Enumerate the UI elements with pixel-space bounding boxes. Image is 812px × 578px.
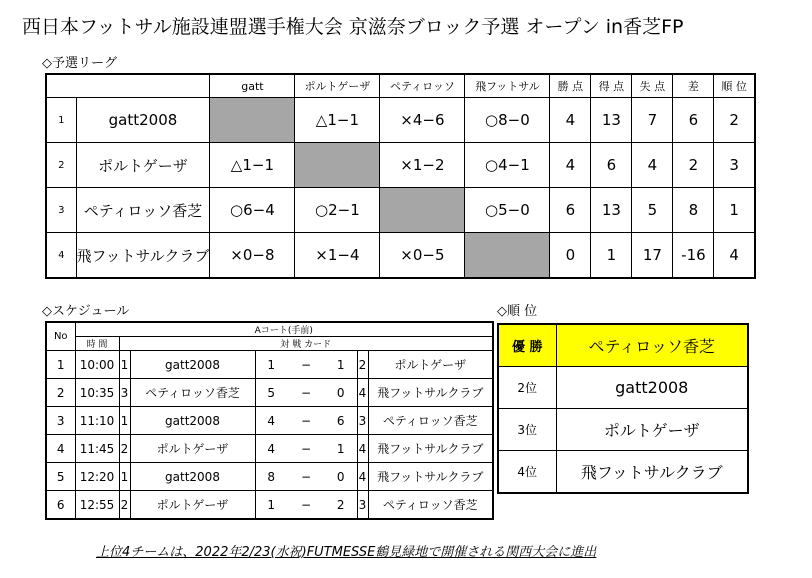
- league-goals-against: 4: [632, 143, 673, 188]
- schedule-away-no: 4: [357, 463, 368, 491]
- schedule-away-score: 0: [325, 463, 357, 491]
- schedule-away-score: 1: [325, 351, 357, 379]
- schedule-away-score: 2: [325, 491, 357, 520]
- ranking-table: [497, 323, 749, 494]
- schedule-time: 10:00: [75, 351, 119, 379]
- schedule-away-no: 4: [357, 379, 368, 407]
- league-result: ○8−0: [465, 98, 550, 143]
- schedule-away-no: 2: [357, 351, 368, 379]
- schedule-dash: −: [287, 463, 325, 491]
- ranking-team: ペティロッソ香芝: [556, 324, 748, 367]
- league-goals-for: 6: [591, 143, 632, 188]
- schedule-home-no: 2: [119, 491, 130, 520]
- league-goals-for: 1: [591, 233, 632, 279]
- league-header-cell: 勝 点: [550, 74, 591, 98]
- ranking-team: 飛フットサルクラブ: [556, 451, 748, 494]
- league-rank: 1: [714, 188, 755, 233]
- schedule-card-header: 対 戦 カード: [119, 337, 493, 351]
- league-header-cell: 失 点: [632, 74, 673, 98]
- ranking-team: ポルトゲーザ: [556, 409, 748, 451]
- league-self-cell: [210, 98, 295, 143]
- league-team: ポルトゲーザ: [76, 143, 210, 188]
- schedule-home-no: 2: [119, 435, 130, 463]
- league-result: ○5−0: [465, 188, 550, 233]
- league-goal-diff: 2: [673, 143, 714, 188]
- schedule-away-team: ポルトゲーザ: [368, 351, 493, 379]
- schedule-table: [45, 321, 494, 520]
- league-goals-against: 17: [632, 233, 673, 279]
- league-points: 0: [550, 233, 591, 279]
- schedule-no: 2: [46, 379, 75, 407]
- schedule-away-score: 1: [325, 435, 357, 463]
- schedule-home-team: gatt2008: [130, 463, 255, 491]
- league-result: △1−1: [210, 143, 295, 188]
- league-rank: 4: [714, 233, 755, 279]
- ranking-row: [498, 451, 748, 494]
- league-self-cell: [380, 188, 465, 233]
- league-self-cell: [295, 143, 380, 188]
- schedule-home-score: 5: [255, 379, 287, 407]
- league-row-no: 4: [46, 233, 76, 279]
- ranking-label: 4位: [498, 451, 556, 494]
- league-table: [45, 73, 756, 279]
- ranking-row-winner: [498, 324, 748, 367]
- league-header-cell: 得 点: [591, 74, 632, 98]
- league-result: ○2−1: [295, 188, 380, 233]
- league-header-blank: [46, 74, 210, 98]
- schedule-no-header: No: [46, 322, 75, 351]
- schedule-away-no: 4: [357, 435, 368, 463]
- league-points: 4: [550, 143, 591, 188]
- league-result: ×0−5: [380, 233, 465, 279]
- league-header-cell: ペティロッソ: [380, 74, 465, 98]
- league-points: 6: [550, 188, 591, 233]
- schedule-home-no: 3: [119, 379, 130, 407]
- page-title: 西日本フットサル施設連盟選手権大会 京滋奈ブロック予選 オープン in香芝FP: [22, 16, 684, 38]
- schedule-home-no: 1: [119, 407, 130, 435]
- schedule-row: [46, 435, 493, 463]
- schedule-time: 12:55: [75, 491, 119, 520]
- schedule-home-score: 4: [255, 407, 287, 435]
- schedule-section-label: ◇スケジュール: [42, 304, 130, 319]
- league-header-cell: ポルトゲーザ: [295, 74, 380, 98]
- schedule-no: 5: [46, 463, 75, 491]
- schedule-home-team: gatt2008: [130, 351, 255, 379]
- ranking-team: gatt2008: [556, 367, 748, 409]
- league-row-no: 3: [46, 188, 76, 233]
- schedule-no: 3: [46, 407, 75, 435]
- schedule-away-score: 0: [325, 379, 357, 407]
- schedule-row: [46, 463, 493, 491]
- schedule-home-team: ペティロッソ香芝: [130, 379, 255, 407]
- schedule-time: 11:45: [75, 435, 119, 463]
- schedule-row: [46, 491, 493, 520]
- schedule-away-team: 飛フットサルクラブ: [368, 435, 493, 463]
- schedule-time: 12:20: [75, 463, 119, 491]
- schedule-away-score: 6: [325, 407, 357, 435]
- league-row-no: 1: [46, 98, 76, 143]
- league-goal-diff: 8: [673, 188, 714, 233]
- league-result: △1−1: [295, 98, 380, 143]
- league-row: [46, 143, 755, 188]
- league-result: ○6−4: [210, 188, 295, 233]
- league-team: ペティロッソ香芝: [76, 188, 210, 233]
- schedule-home-score: 1: [255, 491, 287, 520]
- league-result: ×4−6: [380, 98, 465, 143]
- schedule-home-team: ポルトゲーザ: [130, 491, 255, 520]
- schedule-home-team: ポルトゲーザ: [130, 435, 255, 463]
- schedule-no: 1: [46, 351, 75, 379]
- schedule-dash: −: [287, 435, 325, 463]
- schedule-away-no: 3: [357, 407, 368, 435]
- league-points: 4: [550, 98, 591, 143]
- league-row: [46, 233, 755, 279]
- schedule-no: 4: [46, 435, 75, 463]
- schedule-home-score: 4: [255, 435, 287, 463]
- schedule-away-team: 飛フットサルクラブ: [368, 379, 493, 407]
- league-self-cell: [465, 233, 550, 279]
- schedule-row: [46, 407, 493, 435]
- ranking-row: [498, 367, 748, 409]
- league-header-cell: gatt: [210, 74, 295, 98]
- schedule-dash: −: [287, 407, 325, 435]
- schedule-no: 6: [46, 491, 75, 520]
- league-result: ×1−2: [380, 143, 465, 188]
- league-rank: 3: [714, 143, 755, 188]
- ranking-label: 2位: [498, 367, 556, 409]
- league-result: ×1−4: [295, 233, 380, 279]
- schedule-home-no: 1: [119, 463, 130, 491]
- ranking-section-label: ◇順 位: [497, 304, 538, 319]
- schedule-home-score: 8: [255, 463, 287, 491]
- schedule-away-team: ペティロッソ香芝: [368, 407, 493, 435]
- league-goals-for: 13: [591, 188, 632, 233]
- league-section-label: ◇予選リーグ: [42, 56, 117, 71]
- league-header-cell: 差: [673, 74, 714, 98]
- schedule-home-team: gatt2008: [130, 407, 255, 435]
- league-team: 飛フットサルクラブ: [76, 233, 210, 279]
- schedule-row: [46, 351, 493, 379]
- league-header-cell: 飛フットサル: [465, 74, 550, 98]
- schedule-home-no: 1: [119, 351, 130, 379]
- schedule-away-team: 飛フットサルクラブ: [368, 463, 493, 491]
- ranking-row: [498, 409, 748, 451]
- schedule-header-row: [46, 322, 493, 337]
- schedule-dash: −: [287, 491, 325, 520]
- league-goals-for: 13: [591, 98, 632, 143]
- league-goals-against: 5: [632, 188, 673, 233]
- ranking-label: 3位: [498, 409, 556, 451]
- schedule-dash: −: [287, 379, 325, 407]
- schedule-away-team: ペティロッソ香芝: [368, 491, 493, 520]
- league-goals-against: 7: [632, 98, 673, 143]
- footer-note: 上位4チームは、2022年2/23(水祝)FUTMESSE鶴見緑地で開催される関西大会に進出: [96, 545, 597, 560]
- schedule-row: [46, 379, 493, 407]
- ranking-label: 優 勝: [498, 324, 556, 367]
- schedule-home-score: 1: [255, 351, 287, 379]
- schedule-time: 11:10: [75, 407, 119, 435]
- league-row: [46, 98, 755, 143]
- schedule-dash: −: [287, 351, 325, 379]
- schedule-time: 10:35: [75, 379, 119, 407]
- league-header-row: [46, 74, 755, 98]
- league-row-no: 2: [46, 143, 76, 188]
- schedule-time-header: 時 間: [75, 337, 119, 351]
- schedule-subheader-row: [46, 337, 493, 351]
- league-result: ○4−1: [465, 143, 550, 188]
- league-row: [46, 188, 755, 233]
- league-result: ×0−8: [210, 233, 295, 279]
- league-team: gatt2008: [76, 98, 210, 143]
- league-goal-diff: 6: [673, 98, 714, 143]
- league-goal-diff: -16: [673, 233, 714, 279]
- league-rank: 2: [714, 98, 755, 143]
- schedule-court-header: Aコート(手前): [75, 322, 493, 337]
- league-header-cell: 順 位: [714, 74, 755, 98]
- schedule-away-no: 3: [357, 491, 368, 520]
